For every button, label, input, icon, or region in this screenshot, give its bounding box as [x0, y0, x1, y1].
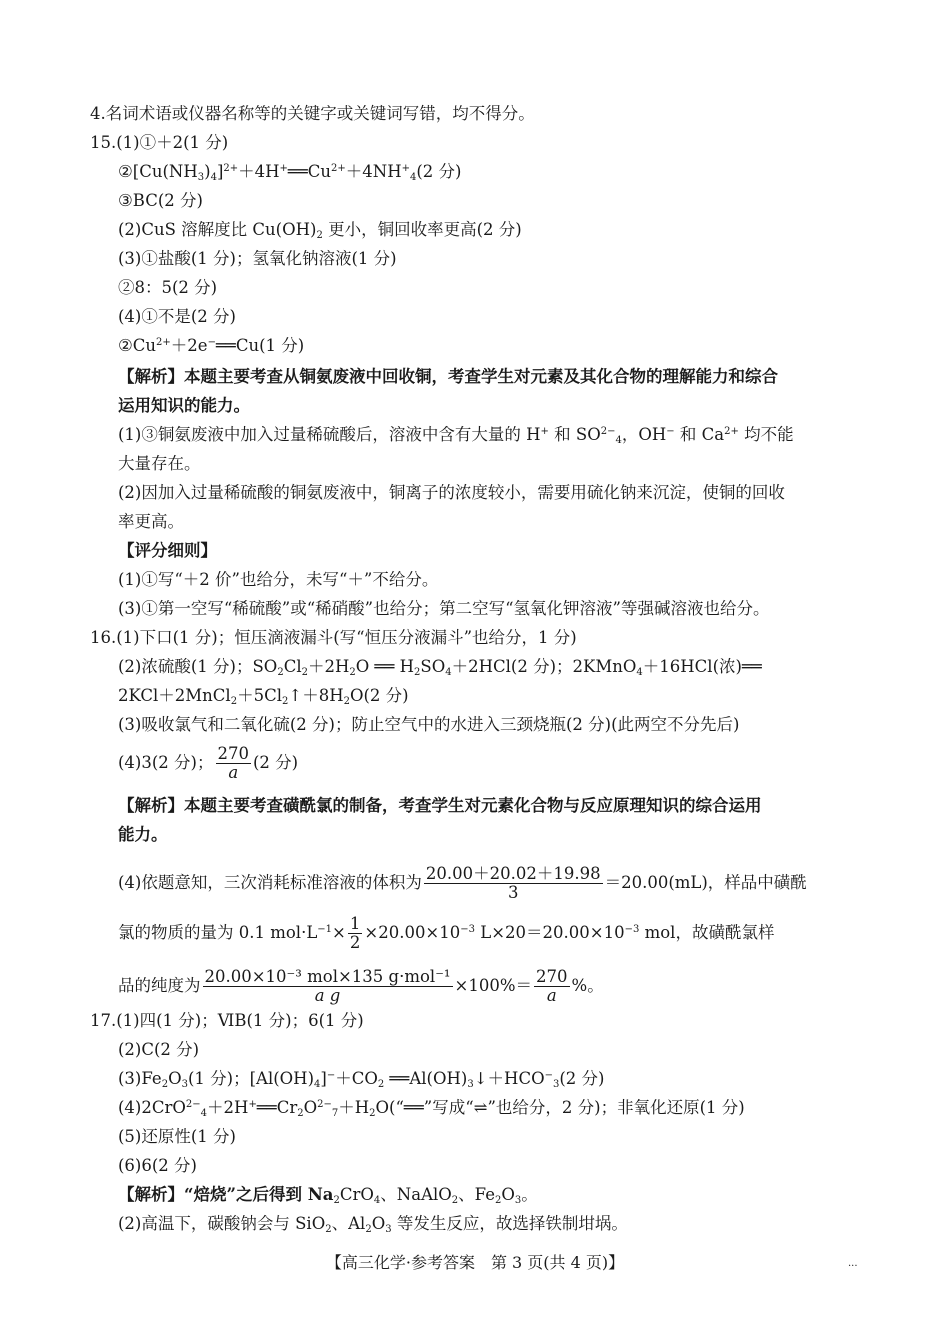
- q16-part4: (4)3(2 分)； $\frac{270}{a}$ (2 分): [118, 744, 299, 782]
- q17-equation-1: $(3)Fe_2O_3(1$ 分)；$[Al(OH)_4]^-+CO_2$ $══Al(OH)_3↓+HCO^-_3(2$ 分): [118, 1069, 605, 1090]
- text-line: 大量存在。: [118, 454, 201, 473]
- text-line: (2)高温下，碳酸钠会与 SiO$_2$、$Al_2O_3$ 等发生反应，故选择铁制坩埚。: [118, 1214, 628, 1235]
- text-line: (5)还原性(1 分): [118, 1127, 236, 1146]
- fraction: $\frac{\text{20.00×10⁻³ mol×135 g·mol⁻¹}}{\text{a g}}$: [204, 967, 451, 1005]
- q16-equation-2: $2KCl+2MnCl_2+5Cl_2↑+8H_2O(2$ 分): [118, 686, 409, 707]
- q15-equation-1: $②[Cu(NH_3)_4]^{2+}+4H^+══Cu^{2+}+4NH^+_4(2$ 分): [118, 162, 462, 183]
- text-line: (2)因加入过量稀硫酸的铜氨废液中，铜离子的浓度较小，需要用硫化钠来沉淀，使铜的回收: [118, 483, 785, 502]
- page-footer: 【高三化学·参考答案 第 3 页(共 4 页)】: [325, 1253, 625, 1272]
- text-line: ③BC(2 分): [118, 191, 203, 210]
- fraction: $\frac{270}{a}$: [536, 967, 568, 1005]
- text-line: (3)①盐酸(1 分)；氢氧化钠溶液(1 分): [118, 249, 397, 268]
- text-line: (2)C(2 分): [118, 1040, 200, 1059]
- calc-line: 品的纯度为 $\frac{\text{20.00×10⁻³ mol×135 g·mol⁻¹}}{\text{a g}}$ ×100%＝ $\frac{270}{a}$ %。: [118, 967, 604, 1005]
- text-line: (2)CuS 溶解度比 $Cu(OH)_2$ 更小，铜回收率更高(2 分): [118, 220, 522, 241]
- analysis-line: 【解析】“焙烧”之后得到 $Na_2CrO_4$、NaAlO$_2$、$Fe_2O_3$。: [118, 1185, 538, 1206]
- q16-header: 16.(1)下口(1 分)；恒压滴液漏斗(写“恒压分液漏斗”也给分，1 分): [90, 628, 577, 647]
- text-line: (1)①写“＋2 价”也给分，未写“＋”不给分。: [118, 570, 439, 589]
- fraction: $\frac{1}{2}$: [349, 914, 361, 952]
- q15-header: 15.(1)①＋2(1 分): [90, 133, 229, 152]
- analysis-heading: 能力。: [118, 825, 168, 844]
- text-line: (3)①第一空写“稀硫酸”或“稀硝酸”也给分；第二空写“氢氧化钾溶液”等强碱溶液也给分。: [118, 599, 770, 618]
- text-line: (1)③铜氨废液中加入过量稀硫酸后，溶液中含有大量的 H+ 和 $SO^{2-}_4$，OH− 和 $Ca^{2+}$ 均不能: [118, 425, 794, 446]
- calc-line: 氯的物质的量为 0.1 $mol\cdot L^{-1}\times$ $\frac{1}{2}$ $\times 20.00\times 10^{-3}$ $L\times 20=20.00\times 10^{-3}$ mol，故磺酰氯样: [118, 914, 775, 952]
- q17-equation-2: $(4)2CrO^{2-}_4+2H^+══Cr_2O^{2-}_7+H_2O(“══$”写成“⇌”也给分，2 分)；非氧化还原(1 分): [118, 1098, 745, 1119]
- text-line: (6)6(2 分): [118, 1156, 197, 1175]
- text-line: 4.名词术语或仪器名称等的关键字或关键词写错，均不得分。: [90, 104, 535, 123]
- text-line: ②8：5(2 分): [118, 278, 218, 297]
- fraction: $\frac{270}{a}$: [217, 744, 249, 782]
- analysis-heading: 运用知识的能力。: [118, 396, 250, 415]
- q17-header: 17.(1)四(1 分)；ⅥB(1 分)；6(1 分): [90, 1011, 364, 1030]
- calc-line: (4)依题意知，三次消耗标准溶液的体积为 $\frac{20.00+20.02+19.98}{3}$ ＝20.00(mL)，样品中磺酰: [118, 864, 807, 902]
- q15-equation-2: $②Cu^{2+}+2e^-══Cu(1$ 分): [118, 336, 305, 355]
- analysis-heading: 【解析】本题主要考查从铜氨废液中回收铜，考查学生对元素及其化合物的理解能力和综合: [118, 367, 778, 386]
- corner-mark: ...: [848, 1258, 858, 1269]
- text-line: (4)①不是(2 分): [118, 307, 236, 326]
- scoring-heading: 【评分细则】: [118, 541, 217, 560]
- text-line: 率更高。: [118, 512, 184, 531]
- fraction: $\frac{20.00+20.02+19.98}{3}$: [425, 864, 601, 902]
- text-line: (3)吸收氯气和二氧化硫(2 分)；防止空气中的水进入三颈烧瓶(2 分)(此两空不分先后): [118, 715, 740, 734]
- q16-equation-1: (2)浓硫酸(1 分)；$SO_2Cl_2+2H_2O$ ══ $H_2SO_4+2HCl(2$ 分)；2KMnO$_4$＋16HCl(浓)══: [118, 657, 762, 678]
- analysis-heading: 【解析】本题主要考查磺酰氯的制备，考查学生对元素化合物与反应原理知识的综合运用: [118, 796, 762, 815]
